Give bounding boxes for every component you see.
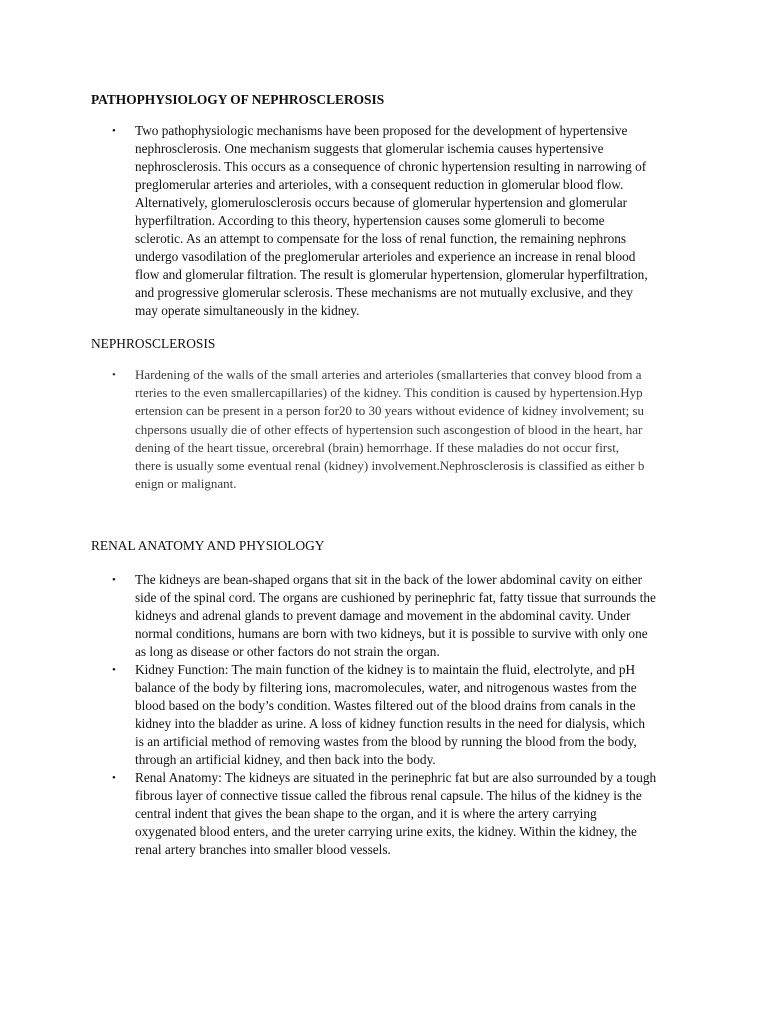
bullet-icon: • <box>112 125 116 137</box>
bullet-icon: • <box>112 772 116 784</box>
bullet-icon: • <box>112 369 116 381</box>
list-item <box>112 366 645 493</box>
section-list-renal-anatomy <box>112 571 657 859</box>
section-list-pathophysiology <box>112 122 648 320</box>
section-list-nephrosclerosis <box>112 366 645 493</box>
list-item <box>112 661 656 769</box>
bullet-icon: • <box>112 574 116 586</box>
paragraph: Renal Anatomy: The kidneys are situated in the perinephric fat but are also surrounded by a tough fibrous layer of connective tissue called the fibrous renal capsule. The hilus of the kidney is the central indent that gives the bean shape to the organ, and it is where the artery carrying oxygenated blood enters, and the ureter carrying urine exits, the kidney. Within the kidney, the renal artery branches into smaller blood vessels. <box>135 770 657 857</box>
list-item <box>112 122 648 320</box>
paragraph: Kidney Function: The main function of the kidney is to maintain the fluid, electrolyte, and pH balance of the body by filtering ions, macromolecules, water, and nitrogenous wastes from the blood based on the body’s condition. Wastes filtered out of the blood drains from canals in the kidney into the bladder as urine. A loss of kidney function results in the need for dialysis, which is an artificial method of removing wastes from the blood by running the blood from the body, through an artificial kidney, and then back into the body. <box>135 662 645 767</box>
paragraph: The kidneys are bean-shaped organs that sit in the back of the lower abdominal cavity on either side of the spinal cord. The organs are cushioned by perinephric fat, fatty tissue that surrounds the kidneys and adrenal glands to prevent damage and movement in the abdominal cavity. Under normal conditions, humans are born with two kidneys, but it is possible to survive with only one as long as disease or other factors do not strain the organ. <box>135 572 656 659</box>
list-item <box>112 769 657 859</box>
paragraph: Hardening of the walls of the small arteries and arterioles (smallarteries that convey blood from a rteries to the even smallercapillaries) of the kidney. This condition is caused by hypertension.Hyp ertension can be present in a person for20 to 30 years without evidence of kidney involvement; su chpersons usually die of other effects of hypertension such ascongestion of blood in the heart, har dening of the heart tissue, orcerebral (brain) hemorrhage. If these maladies do not occur first, there is usually some eventual renal (kidney) involvement.Nephrosclerosis is classified as either b enign or malignant. <box>135 367 645 492</box>
paragraph: Two pathophysiologic mechanisms have been proposed for the development of hypertensive nephrosclerosis. One mechanism suggests that glomerular ischemia causes hypertensive nephrosclerosis. This occurs as a consequence of chronic hypertension resulting in narrowing of preglomerular arteries and arterioles, with a consequent reduction in glomerular blood flow. Alternatively, glomerulosclerosis occurs because of glomerular hypertension and glomerular hyperfiltration. According to this theory, hypertension causes some glomeruli to become sclerotic. As an attempt to compensate for the loss of renal function, the remaining nephrons undergo vasodilation of the preglomerular arterioles and experience an increase in renal blood flow and glomerular filtration. The result is glomerular hypertension, glomerular hyperfiltration, and progressive glomerular sclerosis. These mechanisms are not mutually exclusive, and they may operate simultaneously in the kidney. <box>135 123 648 318</box>
section-title-renal-anatomy: RENAL ANATOMY AND PHYSIOLOGY <box>91 538 325 553</box>
list-item <box>112 571 656 661</box>
section-title-nephrosclerosis: NEPHROSCLEROSIS <box>91 336 216 351</box>
section-title-pathophysiology: PATHOPHYSIOLOGY OF NEPHROSCLEROSIS <box>91 92 385 107</box>
bullet-icon: • <box>112 664 116 676</box>
